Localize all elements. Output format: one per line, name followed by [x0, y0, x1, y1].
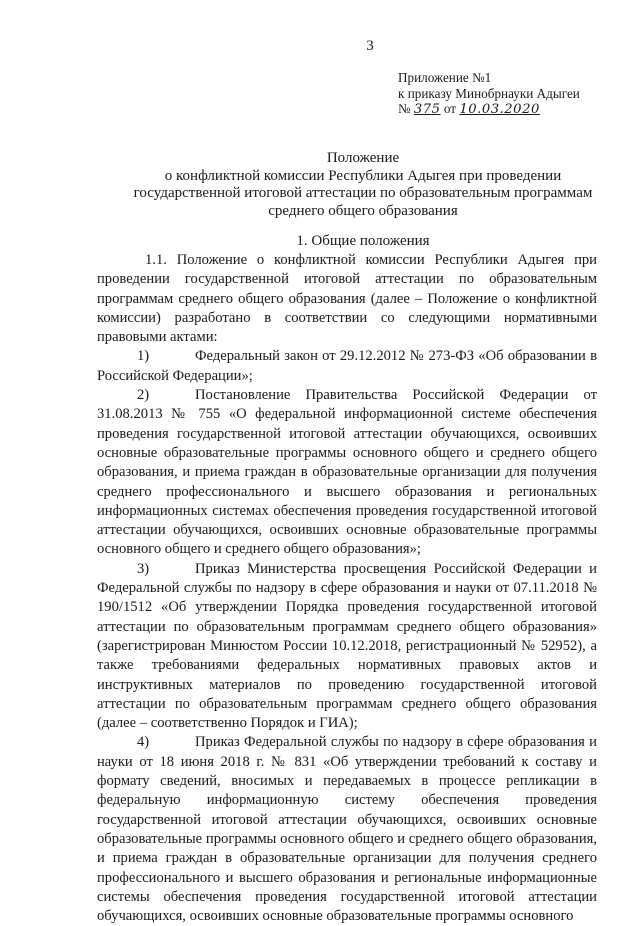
- list-item-2-text: Постановление Правительства Российской Федерации от 31.08.2013 № 755 «О федеральной информационной системе обеспечения проведения государственной итоговой аттестации обучающихся, освоивших основные образовательные программы основного общего и среднего общего образования, и приема граждан в образовательные организации для получения среднего профессионального и высшего образования и региональных информационных системах обеспечения проведения государственной итоговой аттестации обучающихся, освоивших основные образовательные программы основного общего и среднего общего образования»;: [97, 387, 597, 558]
- page-number: 3: [366, 38, 374, 54]
- list-item-3-text: Приказ Министерства просвещения Российской Федерации и Федеральной службы по надзору в сфере образования и науки от 07.11.2018 № 190/1512 «Об утверждении Порядка проведения государственной итоговой аттестации по образовательным программам среднего общего образования» (зарегистрирован Минюстом России 10.12.2018, регистрационный № 52952), а также требованиями федеральных нормативных правовых актов и инструктивных материалов по проведению государственной итоговой аттестации по образовательным программам среднего общего образования (далее – соответственно Порядок и ГИА);: [97, 560, 597, 732]
- list-item-1: [97, 347, 597, 386]
- list-item-3: [97, 560, 597, 734]
- list-item-4-text: Приказ Федеральной службы по надзору в сфере образования и науки от 18 июня 2018 г. № 831 «Об утверждении требований к составу и формату сведений, вносимых и передаваемых в процессе репликации в федеральную информационную систему обеспечения проведения государственной итоговой аттестации обучающихся, освоивших основные образовательные программы основного общего и среднего общего образования, и приема граждан в образовательные организации для получения среднего профессионального и высшего образования и региональные информационные системы обеспечения проведения государственной итоговой аттестации обучающихся, освоивших основные образовательные программы основного: [97, 734, 597, 925]
- appendix-title: Приложение №1: [398, 70, 492, 85]
- order-date: 10.03.2020: [459, 102, 540, 117]
- list-item-1-number: 1): [137, 348, 150, 365]
- list-item-2: [97, 386, 597, 560]
- appendix-header: [398, 70, 628, 118]
- order-number: 375: [413, 102, 441, 117]
- list-item-4: [97, 733, 597, 926]
- document-body: [97, 251, 597, 926]
- order-date-prefix: от: [443, 101, 457, 116]
- title-line-2: о конфликтной комиссии Республики Адыгея при проведении: [164, 167, 562, 184]
- order-number-prefix: №: [398, 101, 411, 116]
- list-item-4-number: 4): [137, 734, 150, 751]
- document-title: [118, 150, 608, 220]
- title-line-4: среднего общего образования: [268, 202, 458, 219]
- list-item-1-text: Федеральный закон от 29.12.2012 № 273-ФЗ «Об образовании в Российской Федерации»;: [97, 348, 597, 384]
- paragraph-1-1: 1.1. Положение о конфликтной комиссии Республики Адыгея при проведении государственной итоговой аттестации по образовательным программам среднего общего образования (далее – Положение о конфликтной комиссии) разработано в соответствии со следующими нормативными правовыми актами:: [97, 252, 597, 346]
- appendix-order-number-line: [398, 101, 628, 118]
- list-item-2-number: 2): [137, 387, 150, 404]
- appendix-order-ref: к приказу Минобрнауки Адыгеи: [398, 85, 580, 101]
- section-heading: 1. Общие положения: [296, 233, 430, 249]
- title-line-3: государственной итоговой аттестации по образовательным программам: [133, 185, 593, 201]
- list-item-3-number: 3): [137, 560, 150, 577]
- title-line-1: Положение: [326, 150, 400, 166]
